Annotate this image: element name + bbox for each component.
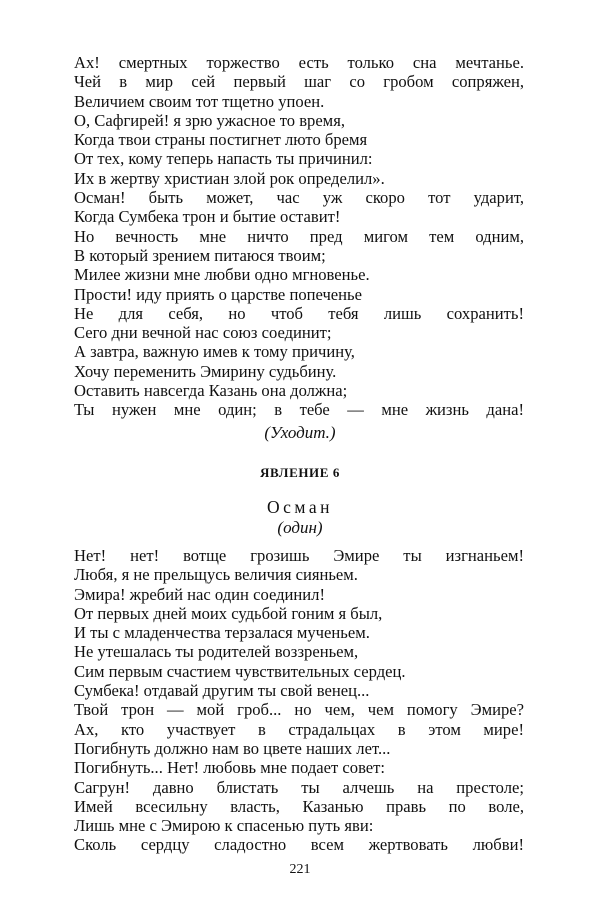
verse-line: Оставить навсегда Казань она должна; (74, 381, 348, 401)
verse-line: Милее жизни мне любви одно мгновенье. (74, 265, 370, 285)
verse-line: Нет! нет! вотще грозишь Эмире ты изгнаньем! (74, 546, 524, 565)
verse-block-2 (74, 546, 524, 855)
verse-line: От тех, кому теперь напасть ты причинил: (74, 149, 373, 169)
verse-line: О, Сафгирей! я зрю ужасное то время, (74, 110, 345, 130)
verse-line: Когда Сумбека трон и бытие оставит! (74, 207, 341, 227)
page-number: 221 (289, 862, 311, 877)
speaker-stage-note: (один) (277, 518, 323, 537)
verse-line: И ты с младенчества терзалася мученьем. (74, 623, 370, 643)
verse-line: Хочу переменить Эмирину судьбину. (74, 361, 337, 381)
verse-line: Твой трон — мой гроб... но чем, чем помогу Эмире? (74, 700, 524, 720)
verse-line: Сколь сердцу сладостно всем жертвовать любви! (74, 835, 524, 855)
verse-line: Ах! смертных торжество есть только сна мечтанье. (74, 53, 524, 72)
verse-line: Сагрун! давно блистать ты алчешь на престоле; (74, 777, 524, 797)
verse-line: Величием своим тот тщетно упоен. (74, 91, 325, 111)
verse-line: Лишь мне с Эмирою к спасенью путь яви: (74, 816, 374, 836)
verse-line: Любя, я не прельщусь величия сияньем. (74, 565, 358, 585)
verse-line: Прости! иду приять о царстве попеченье (74, 284, 362, 304)
verse-line: Ах, кто участвует в страдальцах в этом мире! (74, 719, 524, 739)
verse-line: Сим первым счастием чувствительных сердец. (74, 661, 406, 681)
verse-line: Осман! быть может, час уж скоро тот ударит, (74, 188, 524, 208)
verse-line: Но вечность мне ничто пред мигом тем одним, (74, 226, 524, 246)
verse-line: Не утешалась ты родителей воззреньем, (74, 642, 359, 662)
verse-line: Не для себя, но чтоб тебя лишь сохранить! (74, 303, 524, 323)
verse-line: А завтра, важную имев к тому причину, (74, 342, 355, 362)
verse-line: Эмира! жребий нас один соединил! (74, 584, 325, 604)
verse-line: Когда твои страны постигнет люто бремя (74, 130, 368, 150)
verse-line: Погибнуть должно нам во цвете наших лет... (74, 738, 391, 758)
verse-block-1 (74, 53, 524, 420)
verse-line: Ты нужен мне один; в тебе — мне жизнь дана! (74, 400, 524, 420)
verse-line: Сумбека! отдавай другим ты свой венец... (74, 681, 370, 701)
stage-direction-exit: (Уходит.) (264, 423, 336, 442)
verse-line: В который зрением питаюся твоим; (74, 245, 326, 265)
verse-line: От первых дней моих судьбой гоним я был, (74, 603, 383, 623)
verse-line: Имей всесильну власть, Казанью правь по воле, (74, 796, 524, 816)
verse-line: Погибнуть... Нет! любовь мне подает совет: (74, 758, 386, 778)
verse-line: Сего дни вечной нас союз соединит; (74, 323, 332, 343)
speaker-name: Осман (267, 497, 333, 517)
verse-line: Чей в мир сей первый шаг со гробом сопряжен, (74, 72, 524, 92)
verse-line: Их в жертву христиан злой рок определил». (74, 168, 385, 188)
scene-title: ЯВЛЕНИЕ 6 (260, 465, 340, 480)
